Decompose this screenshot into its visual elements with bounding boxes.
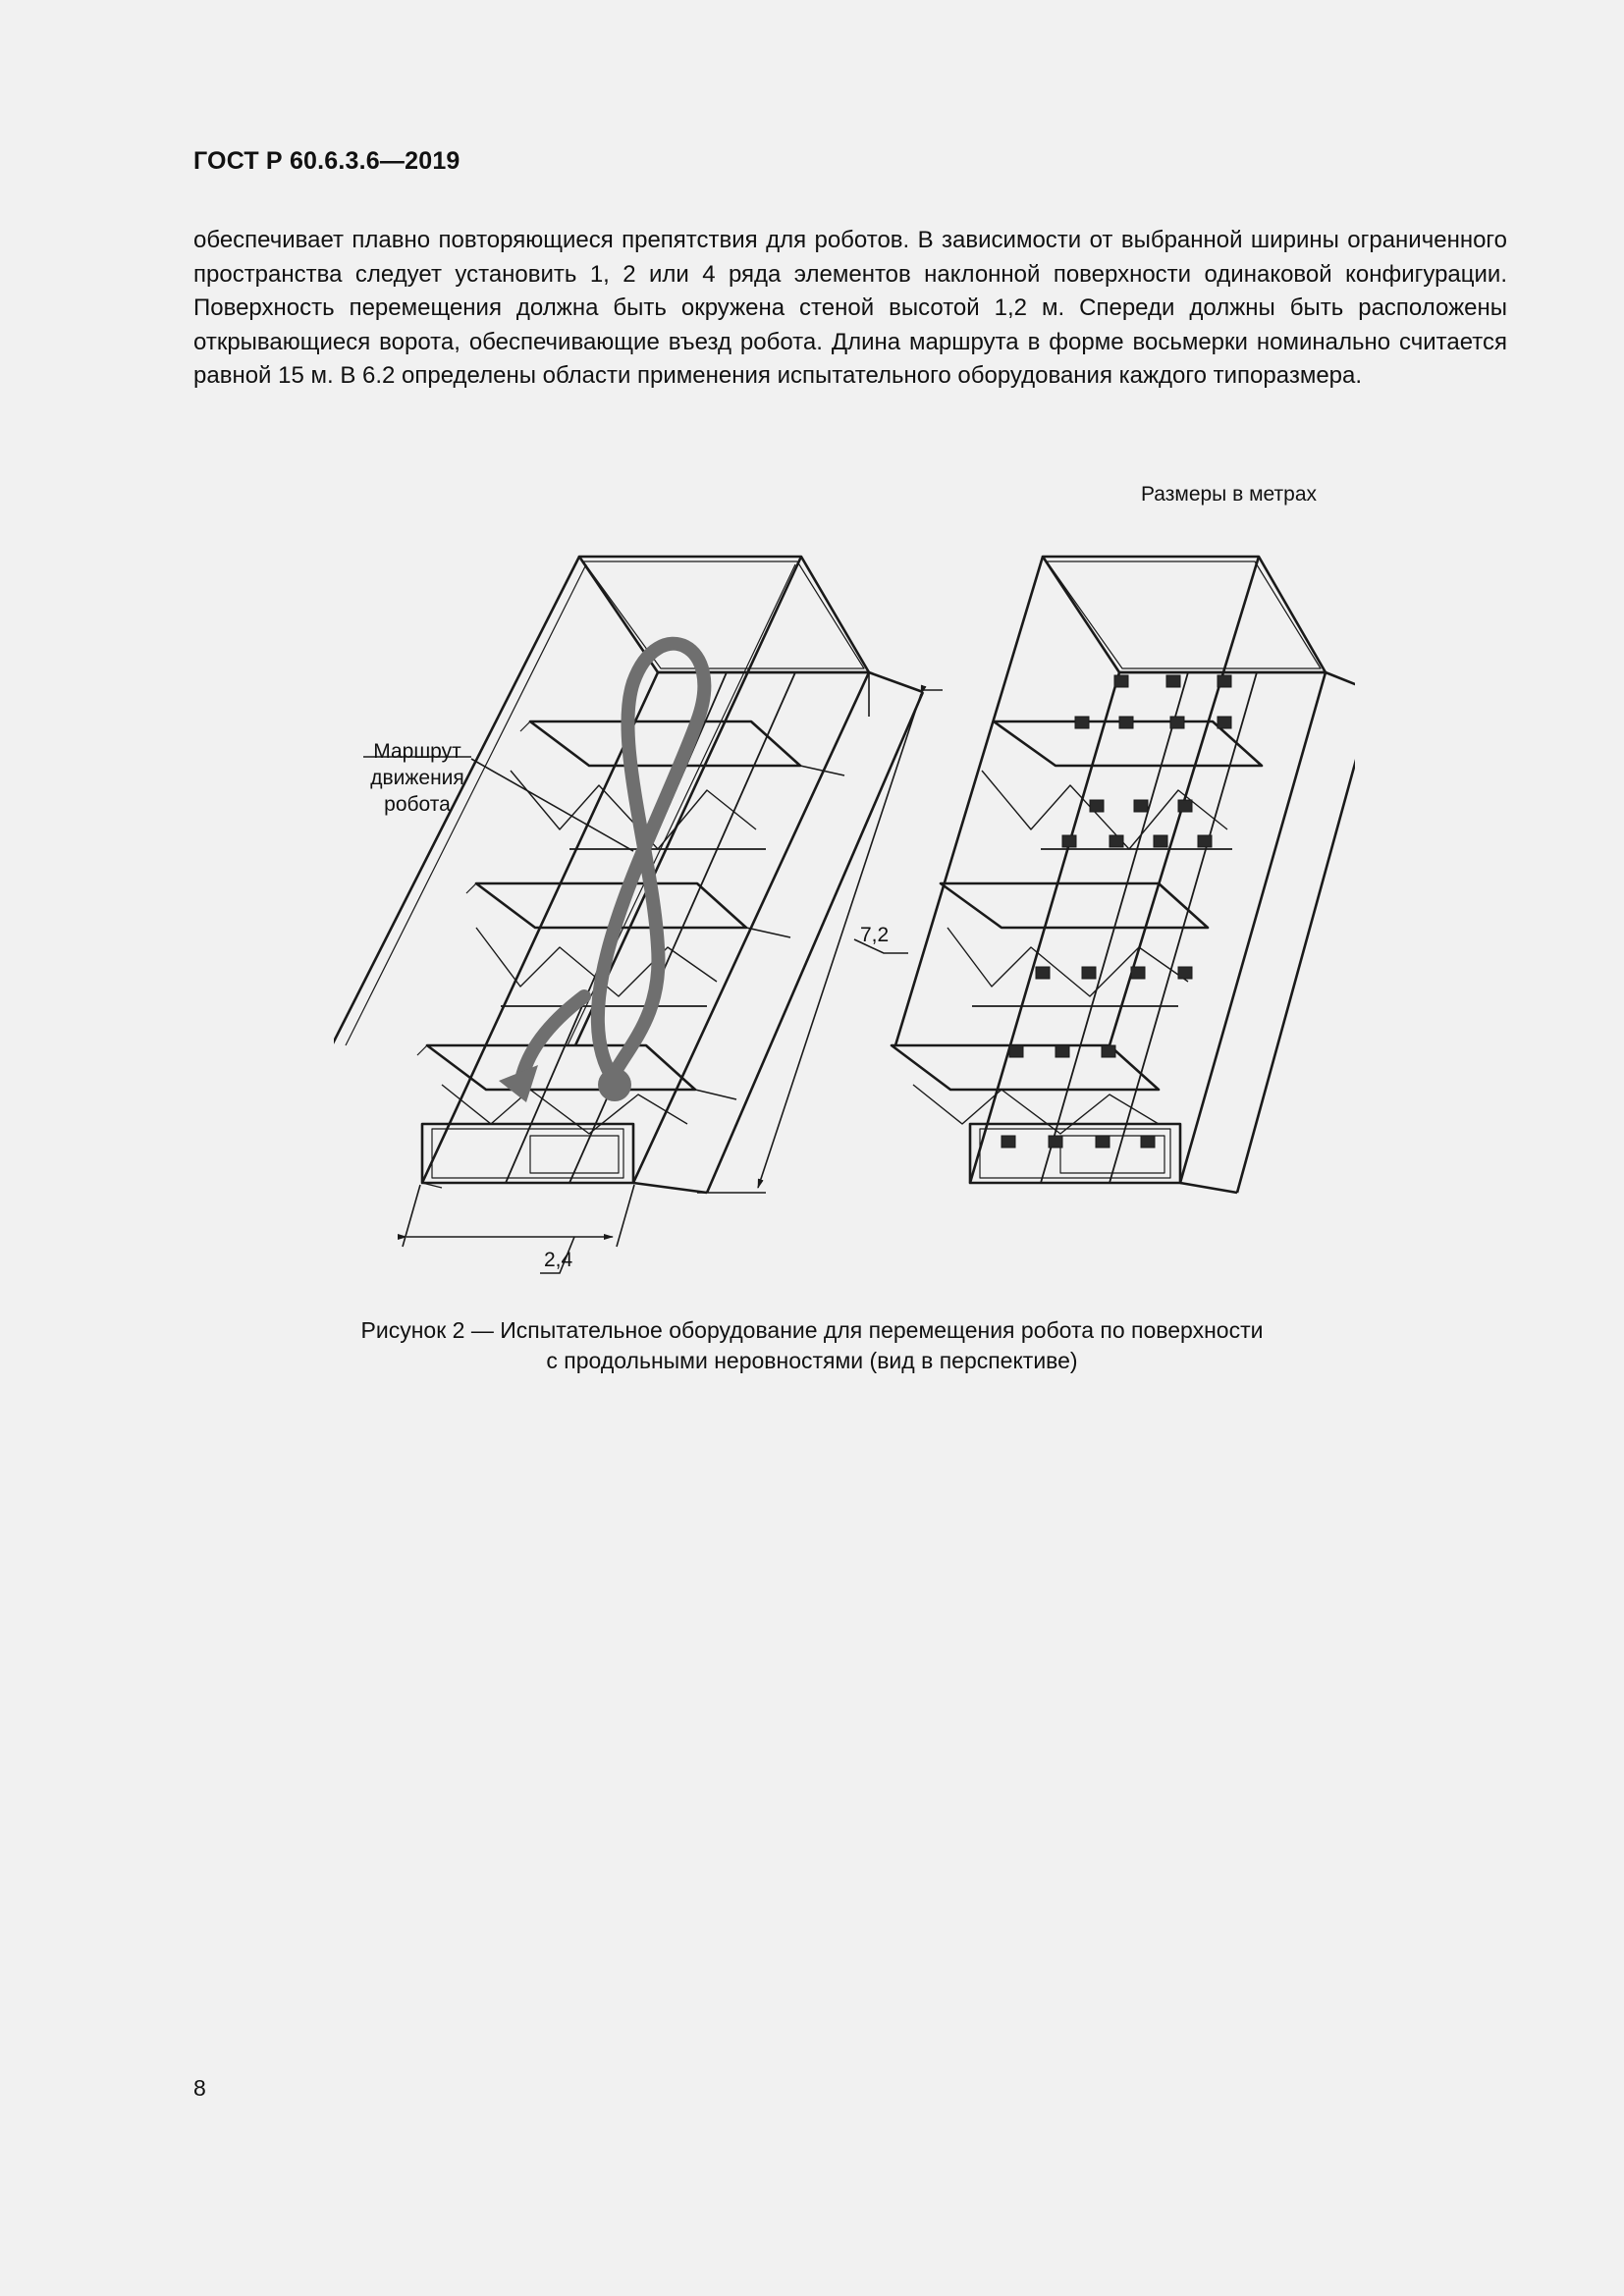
robot-start-marker (598, 1068, 631, 1101)
robot-route-path (499, 644, 704, 1102)
right-apparatus (892, 557, 1355, 1193)
route-callout-label (353, 738, 481, 818)
callout-line-3: робота (384, 793, 451, 816)
dimension-width-line (403, 1185, 634, 1273)
document-standard-code: ГОСТ Р 60.6.3.6—2019 (193, 147, 460, 175)
dimension-width-label: 2,4 (544, 1249, 573, 1271)
caption-line-1: Рисунок 2 — Испытательное оборудование для перемещения робота по поверхности (360, 1317, 1264, 1343)
callout-line-1: Маршрут (373, 740, 461, 763)
figure-caption (295, 1315, 1329, 1376)
dimension-length-label: 7,2 (860, 924, 890, 946)
caption-line-2: с продольными неровностями (вид в перспективе) (546, 1348, 1078, 1373)
callout-leader-line (471, 759, 633, 851)
figure-2-drawing (334, 535, 1355, 1281)
page-number: 8 (193, 2075, 206, 2101)
units-note: Размеры в метрах (1141, 483, 1317, 506)
test-apparatus-perspective-drawings (334, 535, 1355, 1281)
callout-line-2: движения (370, 767, 464, 789)
body-paragraph: обеспечивает плавно повторяющиеся препятствия для роботов. В зависимости от выбранной ширины ограниченного пространства следует установить 1, 2 или 4 ряда элементов наклонной поверхности одинаковой конфигурации. Поверхность перемещения должна быть окружена стеной высотой 1,2 м. Спереди должны быть расположены открывающиеся ворота, обеспечивающие въезд робота. Длина маршрута в форме восьмерки номинально считается равной 15 м. В 6.2 определены области применения испытательного оборудования каждого типоразмера. (193, 227, 1507, 389)
obstacle-blocks (1001, 675, 1231, 1148)
